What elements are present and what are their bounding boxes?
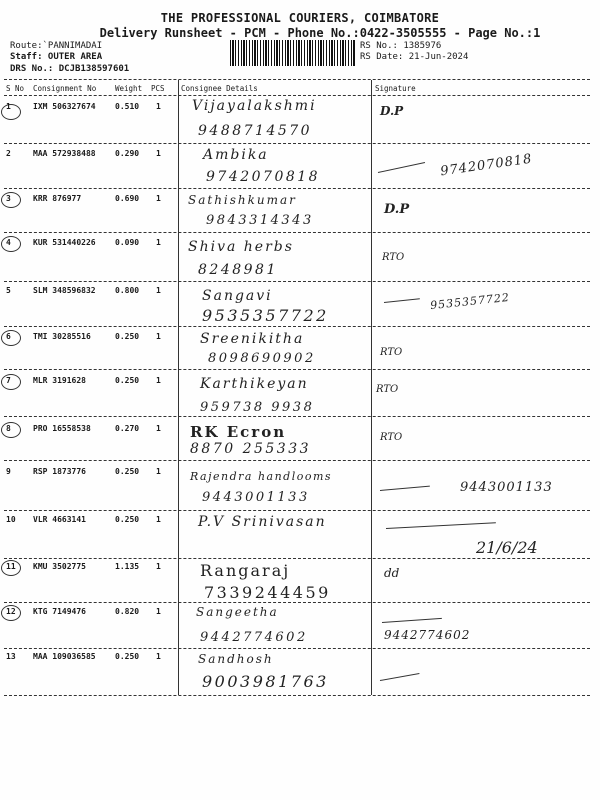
consignee-phone: 8098690902 [208,351,316,366]
signature-scribble [384,298,420,303]
row-weight: 0.250 [115,376,140,385]
row-sno: 3 [6,194,11,203]
row-sno: 6 [6,332,11,341]
row-divider [4,648,590,649]
signature-text: 9442774602 [384,628,471,642]
signature-text: RTO [380,347,403,358]
col-pcs: PCS [151,84,165,93]
row-sno: 4 [6,238,11,247]
row-consignment: MLR 3191628 [33,376,86,385]
consignee-name: Karthikeyan [200,376,309,392]
signature-date: 21/6/24 [476,538,538,557]
row-divider [4,232,590,233]
row-sno: 5 [6,286,11,295]
row-consignment: VLR 4663141 [33,515,86,524]
row-divider [4,460,590,461]
row-divider [4,326,590,327]
row-pcs: 1 [156,424,161,433]
signature-text: RTO [380,432,403,443]
row-consignment: IXM 506327674 [33,102,96,111]
row-consignment: PRO 16558538 [33,424,91,433]
barcode-image [230,40,355,66]
row-divider [4,281,590,282]
row-consignment: MAA 109036585 [33,652,96,661]
row-sno: 11 [6,562,16,571]
consignee-name: Sathishkumar [188,193,297,207]
row-divider [4,510,590,511]
consignee-phone: 9488714570 [198,123,313,139]
row-pcs: 1 [156,332,161,341]
row-weight: 0.690 [115,194,140,203]
consignee-name: Vijayalakshmi [192,98,317,114]
consignee-phone: 9003981763 [202,672,329,691]
row-weight: 0.250 [115,467,140,476]
row-pcs: 1 [156,238,161,247]
row-pcs: 1 [156,515,161,524]
row-weight: 0.250 [115,652,140,661]
consignee-name: Rajendra handlooms [190,470,333,483]
row-divider [4,602,590,603]
row-sno: 9 [6,467,11,476]
staff-label: Staff: OUTER AREA [10,52,103,62]
signature-text: 9742070818 [439,151,534,180]
col-weight: Weight [115,84,143,93]
consignee-phone: 9443001133 [202,490,310,505]
row-sno: 8 [6,424,11,433]
col-consignment: Consignment No [33,84,97,93]
company-title: THE PROFESSIONAL COURIERS, COIMBATORE [160,11,440,25]
row-weight: 0.510 [115,102,140,111]
consignee-name: P.V Srinivasan [198,514,327,530]
signature-scribble [378,162,425,173]
row-weight: 0.290 [115,149,140,158]
row-sno: 1 [6,102,11,111]
consignee-phone: 9843314343 [206,213,314,228]
route-label: Route:`PANNIMADAI [10,41,103,51]
consignee-name: Ambika [203,147,269,163]
consignee-name: Sangavi [202,288,273,304]
signature-scribble [380,673,420,681]
col-signature: Signature [375,84,416,93]
consignee-phone: 9742070818 [206,169,321,185]
row-consignment: KMU 3502775 [33,562,86,571]
col-consignee: Consignee Details [181,84,258,93]
signature-text: RTO [382,252,405,263]
row-pcs: 1 [156,102,161,111]
col-sno: S No [6,84,25,93]
consignee-name: Shiva herbs [188,239,294,255]
row-consignment: TMI 30285516 [33,332,91,341]
row-pcs: 1 [156,467,161,476]
consignee-phone: 959738 9938 [200,400,315,415]
row-pcs: 1 [156,286,161,295]
rs-date: RS Date: 21-Jun-2024 [360,52,469,62]
row-sno: 12 [6,607,16,616]
row-pcs: 1 [156,562,161,571]
signature-text: D.P [380,104,404,118]
runsheet-subtitle: Delivery Runsheet - PCM - Phone No.:0422-3505555 - Page No.:1 [99,26,541,40]
row-consignment: RSP 1873776 [33,467,86,476]
consignee-name: Rangaraj [200,561,291,580]
signature-scribble [380,486,430,491]
row-weight: 0.270 [115,424,140,433]
row-weight: 0.800 [115,286,140,295]
signature-text: 9443001133 [460,480,553,495]
row-weight: 0.090 [115,238,140,247]
row-sno: 13 [6,652,16,661]
signature-text: D.P [384,202,410,217]
row-divider [4,369,590,370]
consignee-name: Sreenikitha [200,331,305,347]
row-sno: 7 [6,376,11,385]
row-sno: 10 [6,515,16,524]
consignee-phone: 9535357722 [202,306,329,325]
row-weight: 1.135 [115,562,140,571]
row-divider [4,188,590,189]
row-pcs: 1 [156,376,161,385]
row-circle-mark [1,422,21,438]
row-consignment: KUR 531440226 [33,238,96,247]
signature-text: RTO [376,384,399,395]
row-circle-mark [1,374,21,390]
row-circle-mark [1,330,21,346]
row-circle-mark [1,192,21,208]
row-divider [4,143,590,144]
consignee-name: RK Ecron [190,423,287,441]
consignee-phone: 7339244459 [204,583,331,602]
row-weight: 0.250 [115,332,140,341]
consignee-name: Sandhosh [198,652,274,666]
row-consignment: SLM 348596832 [33,286,96,295]
row-sno: 2 [6,149,11,158]
signature-scribble [382,618,442,623]
consignee-name: Sangeetha [196,605,279,619]
row-consignment: KTG 7149476 [33,607,86,616]
signature-scribble [386,522,496,529]
header-divider-top [4,79,590,80]
row-pcs: 1 [156,607,161,616]
consignee-phone: 8870 255333 [190,441,312,457]
drs-number: DRS No.: DCJB138597601 [10,64,130,74]
consignee-phone: 9442774602 [200,630,308,645]
row-pcs: 1 [156,149,161,158]
row-circle-mark [1,236,21,252]
row-consignment: KRR 876977 [33,194,82,203]
table-bottom-divider [4,695,590,696]
row-consignment: MAA 572938488 [33,149,96,158]
rs-number: RS No.: 1385976 [360,41,442,51]
signature-text: dd [384,566,400,580]
row-divider [4,416,590,417]
row-divider [4,558,590,559]
row-weight: 0.820 [115,607,140,616]
row-circle-mark [1,104,21,120]
consignee-phone: 8248981 [198,262,278,278]
header-divider-bottom [4,95,590,96]
row-pcs: 1 [156,652,161,661]
row-weight: 0.250 [115,515,140,524]
signature-text: 9535357722 [429,290,511,313]
row-pcs: 1 [156,194,161,203]
